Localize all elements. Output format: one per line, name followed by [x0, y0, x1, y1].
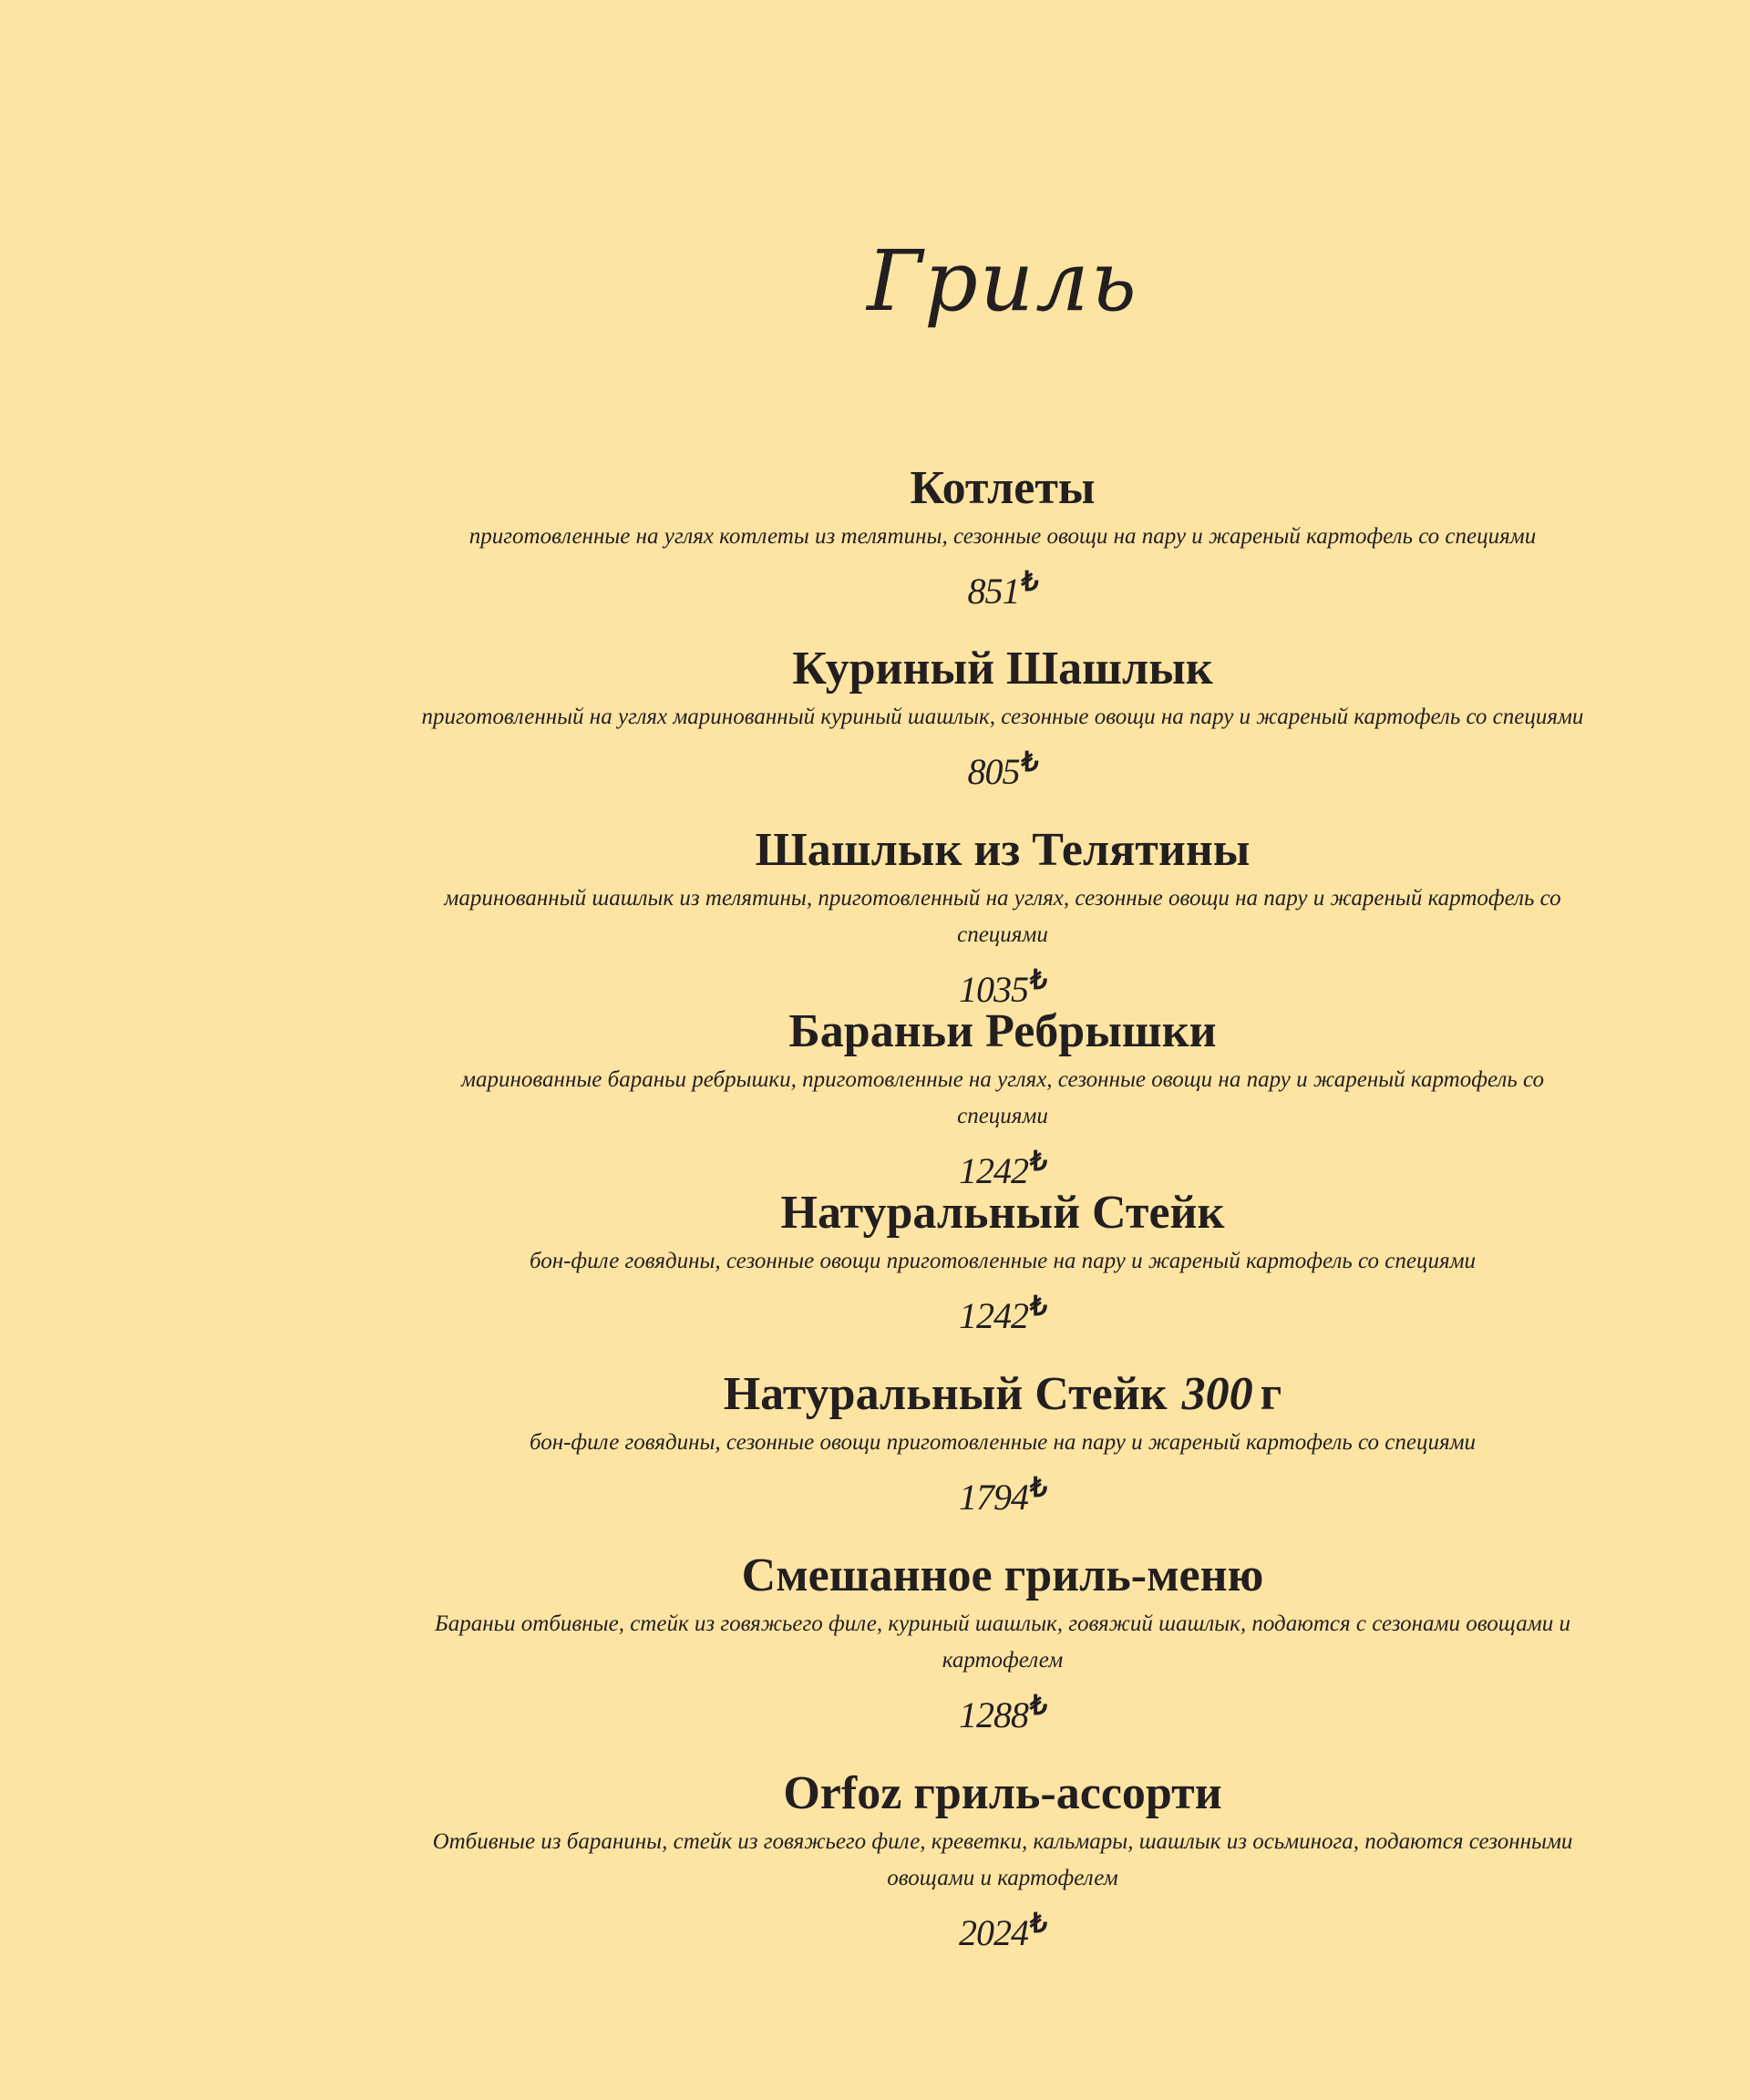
- menu-item: [401, 1765, 1604, 1983]
- menu-item: [401, 460, 1604, 641]
- item-name: Натуральный Стейк: [780, 1187, 1225, 1239]
- item-weight-unit: г: [1260, 1368, 1282, 1420]
- item-price: [401, 1681, 1604, 1741]
- item-name: Смешанное гриль-меню: [741, 1549, 1264, 1601]
- price-value: 1288: [958, 1694, 1028, 1735]
- item-description: бон-филе говядины, сезонные овощи приготовленные на пару и жареный картофель со специями: [529, 1249, 1477, 1273]
- item-description: бон-филе говядины, сезонные овощи приготовленные на пару и жареный картофель со специями: [529, 1430, 1477, 1455]
- lira-icon: ₺: [1021, 747, 1038, 777]
- menu-list: [401, 460, 1604, 1983]
- menu-item: [401, 822, 1604, 1010]
- price-value: 1242: [958, 1295, 1028, 1336]
- lira-icon: ₺: [1029, 1691, 1047, 1721]
- item-name: Куриный Шашлык: [792, 643, 1213, 695]
- price-value: 2024: [958, 1912, 1028, 1953]
- menu-item: [401, 1185, 1604, 1366]
- item-description: приготовленный на углях маринованный куриный шашлык, сезонные овощи на пару и жареный картофель со специями: [421, 705, 1584, 729]
- item-description: Отбивные из баранины, стейк из говяжьего филе, креветки, кальмары, шашлык из осьминога, подаются сезонными овощами и картофелем: [432, 1829, 1573, 1890]
- item-name: Котлеты: [910, 462, 1096, 514]
- price-value: 805: [967, 751, 1020, 792]
- item-name: Шашлык из Телятины: [755, 824, 1251, 876]
- section-title: Гриль: [867, 232, 1138, 330]
- item-price: [401, 557, 1604, 617]
- lira-icon: ₺: [1021, 567, 1038, 597]
- lira-icon: ₺: [1029, 1147, 1047, 1177]
- lira-icon: ₺: [1029, 1909, 1047, 1939]
- item-description: маринованный шашлык из телятины, приготовленный на углях, сезонные овощи на пару и жареный картофель со специями: [444, 886, 1561, 947]
- item-description: приготовленные на углях котлеты из телятины, сезонные овощи на пару и жареный картофель со специями: [468, 524, 1537, 549]
- item-name: Бараньи Ребрышки: [788, 1005, 1217, 1057]
- price-value: 1035: [958, 969, 1028, 1010]
- item-price: [401, 1282, 1604, 1342]
- price-value: 851: [967, 571, 1020, 612]
- item-description: Бараньи отбивные, стейк из говяжьего филе, куриный шашлык, говяжий шашлык, подаются с сезонами овощами и картофелем: [435, 1611, 1570, 1673]
- item-price: [401, 1899, 1604, 1959]
- lira-icon: ₺: [1029, 1473, 1047, 1503]
- item-description: маринованные бараньи ребрышки, приготовленные на углях, сезонные овощи на пару и жареный картофель со специями: [461, 1067, 1544, 1128]
- menu-item: [401, 1548, 1604, 1765]
- price-value: 1794: [958, 1477, 1028, 1518]
- menu-item: [401, 641, 1604, 822]
- item-name: [401, 1366, 1604, 1423]
- item-price: [401, 1463, 1604, 1523]
- price-value: 1242: [958, 1150, 1028, 1191]
- item-price: [401, 737, 1604, 798]
- item-name: Orfoz гриль-ассорти: [783, 1767, 1222, 1819]
- item-name-text: Натуральный Стейк: [723, 1368, 1168, 1420]
- menu-item: [401, 1366, 1604, 1548]
- lira-icon: ₺: [1029, 965, 1047, 995]
- item-weight: 300: [1181, 1368, 1253, 1420]
- menu-item: [401, 1004, 1604, 1191]
- lira-icon: ₺: [1029, 1292, 1047, 1322]
